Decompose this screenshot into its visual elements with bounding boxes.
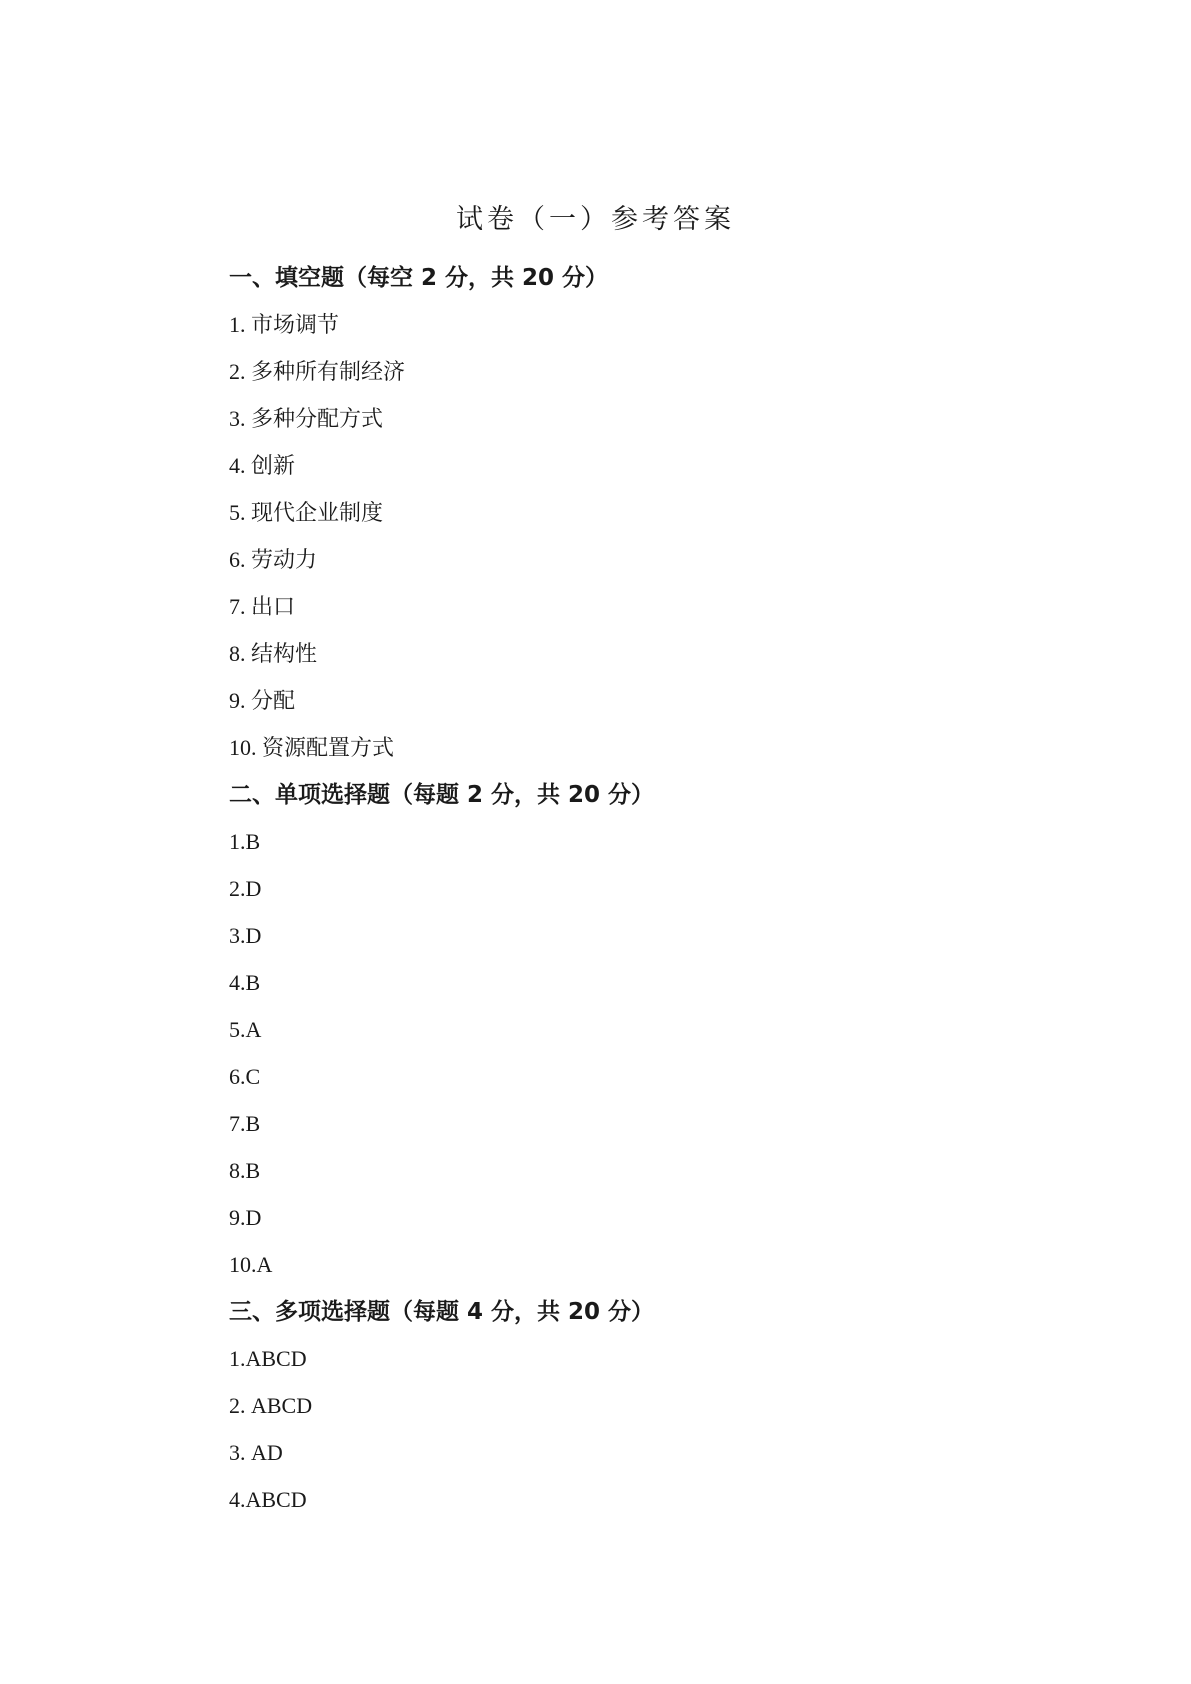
item-number: 1. [229, 829, 246, 854]
item-answer: 劳动力 [251, 548, 318, 573]
answer-item [229, 1104, 1129, 1151]
item-number: 2. [229, 876, 246, 901]
answer-item [229, 1057, 1129, 1104]
item-answer: 分配 [251, 689, 296, 714]
item-answer: AD [251, 1440, 283, 1465]
answer-item [229, 1245, 1129, 1292]
item-answer: 市场调节 [251, 313, 340, 338]
item-answer: B [245, 1111, 261, 1136]
item-answer: ABCD [251, 1393, 313, 1418]
item-answer: 资源配置方式 [262, 736, 395, 761]
answer-item [229, 352, 1129, 399]
item-number: 5. [229, 500, 251, 525]
item-answer: B [245, 1158, 261, 1183]
answer-item [229, 869, 1129, 916]
answer-item [229, 540, 1129, 587]
answer-content [229, 258, 1129, 1527]
item-number: 5. [229, 1017, 246, 1042]
answer-item [229, 822, 1129, 869]
answer-item [229, 728, 1129, 775]
answer-item [229, 305, 1129, 352]
item-number: 3. [229, 406, 251, 431]
document-title: 试卷（一）参考答案 [456, 204, 735, 235]
answer-item [229, 634, 1129, 681]
item-number: 4. [229, 453, 251, 478]
item-answer: 出口 [251, 595, 296, 620]
item-answer: ABCD [245, 1346, 307, 1371]
item-number: 4. [229, 1487, 246, 1512]
item-number: 10. [229, 735, 262, 760]
item-number: 7. [229, 594, 251, 619]
section-heading: 三、多项选择题（每题 4 分，共 20 分） [229, 1299, 655, 1325]
item-answer: ABCD [245, 1487, 307, 1512]
item-number: 2. [229, 1393, 251, 1418]
answer-item [229, 681, 1129, 728]
item-number: 3. [229, 923, 246, 948]
item-number: 10. [229, 1252, 257, 1277]
item-answer: C [245, 1064, 261, 1089]
item-answer: 创新 [251, 454, 296, 479]
answer-item [229, 399, 1129, 446]
item-number: 9. [229, 1205, 246, 1230]
item-answer: D [245, 923, 262, 948]
answer-item [229, 493, 1129, 540]
answer-item [229, 1480, 1129, 1527]
answer-item [229, 587, 1129, 634]
item-number: 1. [229, 312, 251, 337]
answer-item [229, 1433, 1129, 1480]
item-answer: A [245, 1017, 262, 1042]
item-answer: B [245, 829, 261, 854]
item-number: 6. [229, 547, 251, 572]
answer-item [229, 1198, 1129, 1245]
item-answer: D [245, 876, 262, 901]
item-answer: B [245, 970, 261, 995]
item-answer: 多种分配方式 [251, 407, 384, 432]
answer-item [229, 963, 1129, 1010]
answer-item [229, 446, 1129, 493]
section-heading: 二、单项选择题（每题 2 分，共 20 分） [229, 782, 655, 808]
item-answer: 多种所有制经济 [251, 360, 406, 385]
item-number: 7. [229, 1111, 246, 1136]
answer-item [229, 1386, 1129, 1433]
item-number: 6. [229, 1064, 246, 1089]
item-number: 4. [229, 970, 246, 995]
section-heading: 一、填空题（每空 2 分，共 20 分） [229, 265, 609, 291]
answer-item [229, 916, 1129, 963]
item-number: 8. [229, 641, 251, 666]
answer-item [229, 1339, 1129, 1386]
item-answer: D [245, 1205, 262, 1230]
item-answer: A [256, 1252, 273, 1277]
item-number: 3. [229, 1440, 251, 1465]
item-number: 1. [229, 1346, 246, 1371]
item-number: 9. [229, 688, 251, 713]
item-number: 8. [229, 1158, 246, 1183]
item-number: 2. [229, 359, 251, 384]
answer-item [229, 1151, 1129, 1198]
item-answer: 结构性 [251, 642, 318, 667]
item-answer: 现代企业制度 [251, 501, 384, 526]
answer-item [229, 1010, 1129, 1057]
